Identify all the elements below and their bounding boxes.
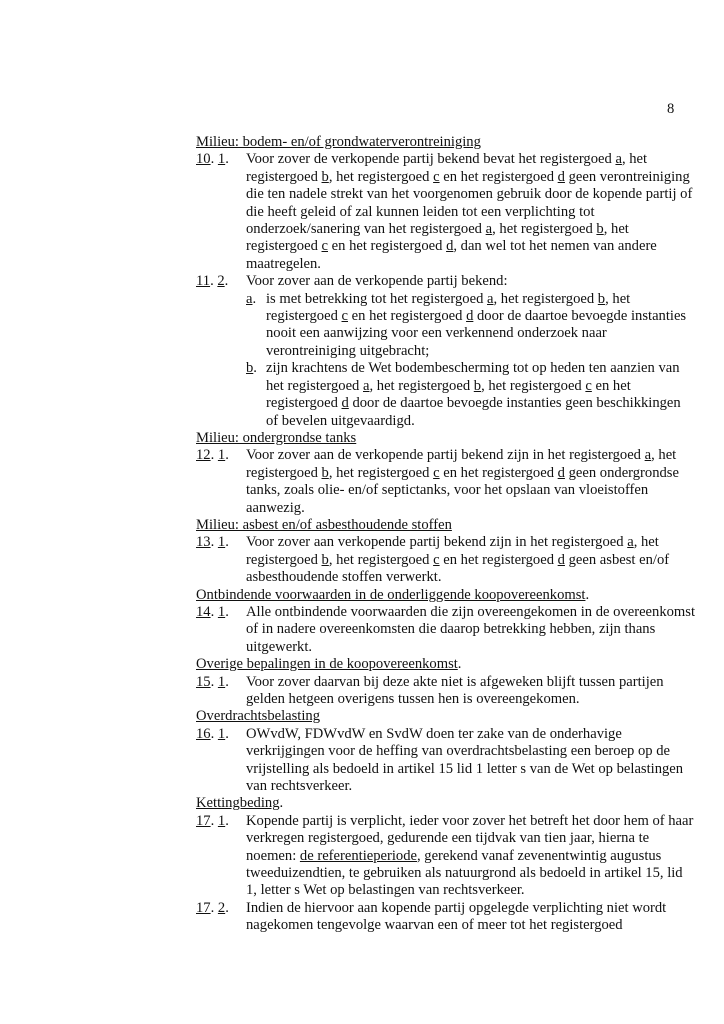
section-heading-text: Ontbindende voorwaarden in de onderliggende koopovereenkomst: [196, 586, 586, 603]
text-run: Alle ontbindende voorwaarden die zijn overeengekomen in de overeenkomst of in nadere overeenkomsten die daarop betrekking hebben, zijn thans uitgewerkt.: [246, 603, 696, 655]
registergoed-ref: d: [446, 238, 454, 255]
registergoed-ref: a: [644, 447, 652, 464]
section-heading: [196, 517, 696, 534]
text-run: Indien de hiervoor aan kopende partij opgelegde verplichting niet wordt nagekomen tengevolge waarvan een of meer tot het registergoed: [246, 899, 667, 934]
article-main-number: 13: [196, 534, 211, 551]
article-text: [246, 447, 696, 517]
registergoed-ref: d: [466, 308, 474, 325]
article-main-number: 15: [196, 673, 211, 690]
article-sub-number: 2: [217, 273, 225, 290]
text-run: , het registergoed: [246, 221, 629, 255]
registergoed-ref: d: [341, 395, 349, 412]
registergoed-ref: b: [321, 464, 329, 481]
article-main-number: 14: [196, 603, 211, 620]
article-text: [246, 813, 696, 900]
article-number: 13. 1.: [196, 534, 229, 551]
text-run: , het registergoed: [481, 377, 586, 394]
text-run: , het registergoed: [328, 168, 434, 185]
text-run: , het registergoed: [493, 290, 598, 307]
section-heading-text: Overdrachtsbelasting: [196, 708, 321, 725]
registergoed-ref: c: [321, 238, 328, 255]
article-text: [246, 534, 696, 586]
article-sub-number: 1: [217, 447, 226, 464]
article-subitem: [246, 360, 696, 430]
text-run: geen verontreiniging die ten nadele strekt van het voorgenomen gebruik door de kopende partij of die heeft geleid of zal kunnen leiden tot een verplichting tot onderzoek/sanering van het registergoed: [246, 168, 693, 238]
section-heading-suffix: .: [457, 656, 462, 673]
article-sub-number: 1: [217, 812, 226, 829]
registergoed-ref: a: [485, 221, 493, 238]
article-text: [246, 674, 696, 709]
text-run: door de daartoe bevoegde instanties geen beschikkingen of bevelen uitgevaardigd.: [266, 395, 681, 429]
registergoed-ref: c: [433, 551, 440, 568]
registergoed-ref: d: [557, 464, 565, 481]
registergoed-ref: de referentieperiode: [299, 847, 417, 864]
section-heading: [196, 656, 696, 673]
article-sub-number: 2: [217, 899, 226, 916]
registergoed-ref: b: [596, 221, 604, 238]
registergoed-ref: d: [557, 551, 565, 568]
article-number: 16. 1.: [196, 725, 229, 742]
article-intro: Voor zover aan de verkopende partij bekend:: [246, 273, 508, 290]
registergoed-ref: c: [433, 464, 440, 481]
text-run: , het registergoed: [492, 221, 597, 238]
article-sub-number: 1: [217, 673, 226, 690]
article-entry: [196, 273, 696, 430]
article-main-number: 12: [196, 447, 211, 464]
text-run: Kopende partij is verplicht, ieder voor zover het betreft het door hem of haar verkregen registergoed, gedurende een tijdvak van tien jaar, hierna te noemen:: [246, 812, 694, 864]
registergoed-ref: d: [557, 168, 565, 185]
article-number: 17. 1.: [196, 812, 229, 829]
article-number: 11. 2.: [196, 273, 229, 290]
text-run: Voor zover de verkopende partij bekend bevat het registergoed: [246, 151, 616, 168]
text-run: , dan wel tot het nemen van andere maatregelen.: [246, 238, 657, 272]
document-body: [196, 134, 696, 935]
section-heading-text: Milieu: asbest en/of asbesthoudende stoffen: [196, 516, 452, 533]
page-number: 8: [667, 101, 675, 117]
section-heading-text: Milieu: bodem- en/of grondwaterverontreiniging: [196, 134, 481, 150]
article-number: 12. 1.: [196, 447, 229, 464]
article-text: [246, 151, 696, 273]
text-run: en het registergoed: [439, 551, 558, 568]
section-heading-text: Kettingbeding: [196, 795, 280, 812]
article-text: [246, 604, 696, 656]
article-subitem: [246, 291, 696, 361]
subitem-letter-text: b: [246, 360, 254, 377]
section-heading: [196, 708, 696, 725]
article-entry: [196, 534, 696, 586]
article-entry: [196, 674, 696, 709]
article-sub-number: 1: [217, 151, 226, 168]
article-number: 10. 1.: [196, 151, 229, 168]
text-run: , het registergoed: [369, 377, 474, 394]
article-sub-number: 1: [217, 725, 226, 742]
registergoed-ref: a: [363, 377, 370, 394]
article-entry: [196, 604, 696, 656]
text-run: geen asbest en/of asbesthoudende stoffen verwerkt.: [246, 551, 670, 586]
subitem-letter: b.: [246, 360, 257, 377]
article-main-number: 17: [196, 899, 211, 916]
article-text: [246, 273, 696, 430]
text-run: geen ondergrondse tanks, zoals olie- en/of septictanks, voor het opslaan van vloeistoffen aanwezig.: [246, 464, 679, 516]
text-run: , gerekend vanaf zevenentwintig augustus tweeduizendtien, te gebruiken als natuurgrond als bedoeld in artikel 15, lid 1, letter s Wet op belastingen van rechtsverkeer.: [246, 847, 683, 899]
text-run: , het registergoed: [246, 151, 648, 185]
text-run: , het registergoed: [266, 290, 631, 325]
article-number: 14. 1.: [196, 603, 229, 620]
registergoed-ref: a: [615, 151, 622, 168]
section-heading-text: Overige bepalingen in de koopovereenkomst: [196, 656, 458, 673]
text-run: door de daartoe bevoegde instanties nooit een aanwijzing voor een verkennend onderzoek naar verontreiniging uitgebracht;: [266, 308, 687, 359]
subitem-text: [266, 291, 696, 361]
article-entry: [196, 447, 696, 517]
subitem-letter: a.: [246, 290, 257, 307]
text-run: en het registergoed: [439, 168, 558, 185]
article-entry: [196, 151, 696, 273]
section-heading-text: Milieu: ondergrondse tanks: [196, 429, 357, 446]
article-entry: [196, 900, 696, 935]
article-text: [246, 900, 696, 935]
article-number: 17. 2.: [196, 899, 229, 916]
text-run: , het registergoed: [328, 551, 434, 568]
article-main-number: 10: [196, 151, 211, 168]
text-run: , het registergoed: [246, 534, 659, 568]
section-heading-suffix: .: [585, 586, 590, 603]
registergoed-ref: a: [487, 290, 494, 307]
text-run: Voor zover aan de verkopende partij bekend zijn in het registergoed: [246, 447, 645, 464]
text-run: OWvdW, FDWvdW en SvdW doen ter zake van de onderhavige verkrijgingen voor de heffing van overdrachtsbelasting een beroep op de vrijstelling als bedoeld in artikel 15 lid 1 letter s van de Wet op belastingen van rechtsverkeer.: [246, 725, 684, 795]
text-run: en het registergoed: [348, 308, 467, 325]
article-main-number: 11: [196, 273, 211, 290]
section-heading-suffix: .: [279, 795, 284, 812]
registergoed-ref: c: [341, 308, 348, 325]
text-run: zijn krachtens de Wet bodembescherming tot op heden ten aanzien van het registergoed: [266, 360, 680, 394]
text-run: is met betrekking tot het registergoed: [266, 290, 488, 307]
registergoed-ref: c: [433, 168, 440, 185]
registergoed-ref: b: [597, 290, 606, 307]
text-run: , het registergoed: [328, 464, 434, 481]
text-run: en het registergoed: [266, 377, 631, 412]
article-text: [246, 726, 696, 796]
section-heading: [196, 795, 696, 812]
registergoed-ref: b: [321, 551, 329, 568]
registergoed-ref: b: [321, 168, 329, 185]
article-number: 15. 1.: [196, 673, 229, 690]
subitem-letter-text: a: [246, 290, 253, 307]
registergoed-ref: c: [585, 377, 592, 394]
section-heading: [196, 587, 696, 604]
article-main-number: 16: [196, 725, 211, 742]
text-run: Voor zover aan verkopende partij bekend zijn in het registergoed: [246, 534, 628, 551]
registergoed-ref: a: [627, 534, 634, 551]
section-heading: [196, 134, 696, 151]
article-entry: [196, 726, 696, 796]
subitem-text: [266, 360, 696, 430]
article-sub-number: 1: [217, 603, 226, 620]
article-entry: [196, 813, 696, 900]
text-run: en het registergoed: [328, 238, 447, 255]
article-sub-number: 1: [217, 534, 226, 551]
article-main-number: 17: [196, 812, 211, 829]
text-run: , het registergoed: [246, 447, 677, 481]
text-run: en het registergoed: [439, 464, 558, 481]
registergoed-ref: b: [473, 377, 482, 394]
text-run: Voor zover daarvan bij deze akte niet is afgeweken blijft tussen partijen gelden hetgeen overigens tussen hen is overeengekomen.: [246, 673, 664, 707]
section-heading: [196, 430, 696, 447]
